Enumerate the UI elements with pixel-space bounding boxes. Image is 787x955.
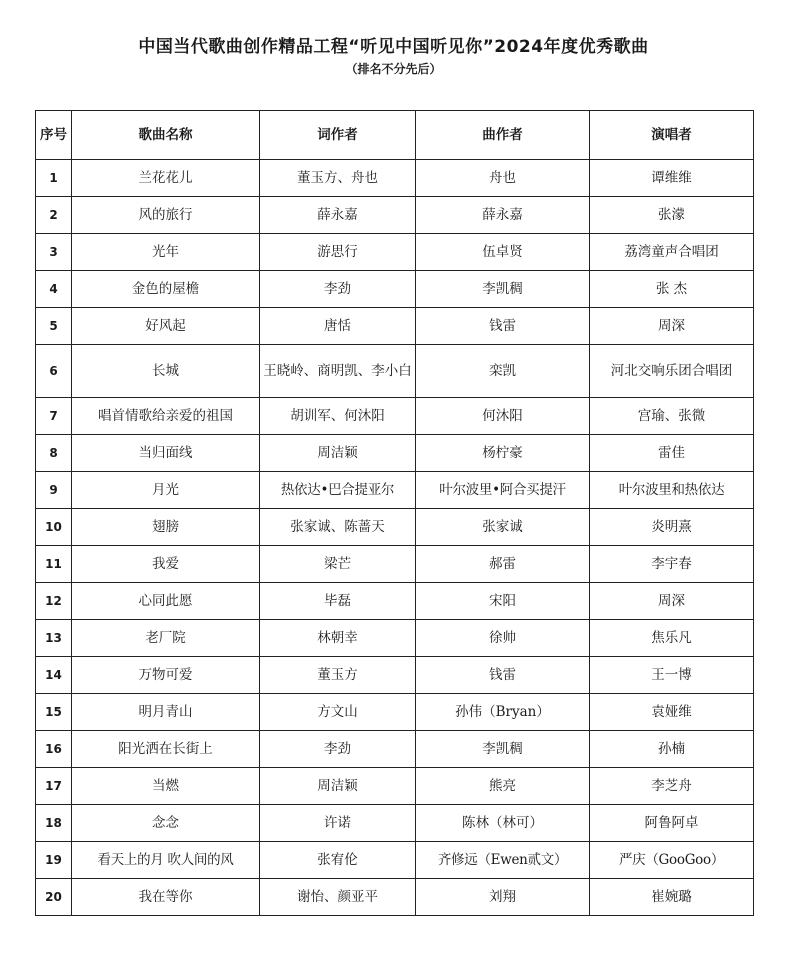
cell-composer: 郝雷 bbox=[416, 546, 590, 583]
cell-lyricist: 许诺 bbox=[260, 805, 416, 842]
cell-number: 1 bbox=[36, 160, 72, 197]
cell-composer: 张家诚 bbox=[416, 509, 590, 546]
cell-number: 4 bbox=[36, 271, 72, 308]
table-row bbox=[36, 805, 754, 842]
cell-singer: 雷佳 bbox=[590, 435, 754, 472]
cell-composer: 钱雷 bbox=[416, 657, 590, 694]
cell-lyricist: 唐恬 bbox=[260, 308, 416, 345]
cell-lyricist: 周洁颖 bbox=[260, 435, 416, 472]
table-row bbox=[36, 731, 754, 768]
cell-song: 老厂院 bbox=[72, 620, 260, 657]
cell-singer: 周深 bbox=[590, 583, 754, 620]
cell-number: 7 bbox=[36, 398, 72, 435]
cell-composer: 叶尔波里•阿合买提汗 bbox=[416, 472, 590, 509]
cell-composer: 陈林（林可） bbox=[416, 805, 590, 842]
cell-singer: 王一博 bbox=[590, 657, 754, 694]
cell-lyricist: 胡训军、何沐阳 bbox=[260, 398, 416, 435]
table-row bbox=[36, 879, 754, 916]
cell-lyricist: 热依达•巴合提亚尔 bbox=[260, 472, 416, 509]
cell-singer: 崔婉璐 bbox=[590, 879, 754, 916]
cell-singer: 周深 bbox=[590, 308, 754, 345]
cell-lyricist: 游思行 bbox=[260, 234, 416, 271]
songs-table bbox=[35, 110, 754, 916]
cell-song: 月光 bbox=[72, 472, 260, 509]
cell-composer: 舟也 bbox=[416, 160, 590, 197]
cell-singer: 焦乐凡 bbox=[590, 620, 754, 657]
cell-singer: 荔湾童声合唱团 bbox=[590, 234, 754, 271]
table-row bbox=[36, 509, 754, 546]
column-header-lyricist: 词作者 bbox=[260, 111, 416, 160]
cell-composer: 杨柠豪 bbox=[416, 435, 590, 472]
table-row bbox=[36, 234, 754, 271]
cell-lyricist: 方文山 bbox=[260, 694, 416, 731]
table-row bbox=[36, 657, 754, 694]
page-subtitle: （排名不分先后） bbox=[345, 62, 442, 76]
cell-lyricist: 梁芒 bbox=[260, 546, 416, 583]
table-row bbox=[36, 694, 754, 731]
cell-song: 唱首情歌给亲爱的祖国 bbox=[72, 398, 260, 435]
cell-song: 金色的屋檐 bbox=[72, 271, 260, 308]
cell-lyricist: 毕磊 bbox=[260, 583, 416, 620]
cell-number: 20 bbox=[36, 879, 72, 916]
cell-song: 长城 bbox=[72, 345, 260, 398]
cell-singer: 河北交响乐团合唱团 bbox=[590, 345, 754, 398]
table-row bbox=[36, 160, 754, 197]
cell-number: 12 bbox=[36, 583, 72, 620]
cell-song: 当燃 bbox=[72, 768, 260, 805]
cell-lyricist: 董玉方 bbox=[260, 657, 416, 694]
cell-composer: 钱雷 bbox=[416, 308, 590, 345]
cell-composer: 孙伟（Bryan） bbox=[416, 694, 590, 731]
column-header-song: 歌曲名称 bbox=[72, 111, 260, 160]
cell-singer: 阿鲁阿卓 bbox=[590, 805, 754, 842]
cell-number: 15 bbox=[36, 694, 72, 731]
table-row bbox=[36, 435, 754, 472]
cell-singer: 孙楠 bbox=[590, 731, 754, 768]
cell-lyricist: 薛永嘉 bbox=[260, 197, 416, 234]
table-header-row bbox=[36, 111, 754, 160]
cell-number: 6 bbox=[36, 345, 72, 398]
table-row bbox=[36, 472, 754, 509]
cell-number: 16 bbox=[36, 731, 72, 768]
column-header-singer: 演唱者 bbox=[590, 111, 754, 160]
cell-lyricist: 王晓岭、商明凯、李小白 bbox=[260, 345, 416, 398]
table-row bbox=[36, 398, 754, 435]
cell-singer: 宫瑜、张微 bbox=[590, 398, 754, 435]
cell-singer: 李芝舟 bbox=[590, 768, 754, 805]
cell-singer: 谭维维 bbox=[590, 160, 754, 197]
cell-composer: 薛永嘉 bbox=[416, 197, 590, 234]
cell-song: 心同此愿 bbox=[72, 583, 260, 620]
cell-composer: 熊亮 bbox=[416, 768, 590, 805]
cell-lyricist: 李劲 bbox=[260, 731, 416, 768]
cell-song: 兰花花儿 bbox=[72, 160, 260, 197]
table-row bbox=[36, 197, 754, 234]
cell-number: 5 bbox=[36, 308, 72, 345]
cell-composer: 刘翔 bbox=[416, 879, 590, 916]
cell-lyricist: 张家诚、陈蔷天 bbox=[260, 509, 416, 546]
table-row bbox=[36, 546, 754, 583]
cell-number: 9 bbox=[36, 472, 72, 509]
cell-number: 3 bbox=[36, 234, 72, 271]
cell-composer: 李凯稠 bbox=[416, 271, 590, 308]
cell-singer: 李宇春 bbox=[590, 546, 754, 583]
table-row bbox=[36, 620, 754, 657]
cell-song: 风的旅行 bbox=[72, 197, 260, 234]
cell-song: 看天上的月 吹人间的风 bbox=[72, 842, 260, 879]
table-row bbox=[36, 308, 754, 345]
cell-number: 18 bbox=[36, 805, 72, 842]
cell-number: 11 bbox=[36, 546, 72, 583]
cell-composer: 李凯稠 bbox=[416, 731, 590, 768]
cell-lyricist: 李劲 bbox=[260, 271, 416, 308]
cell-singer: 袁娅维 bbox=[590, 694, 754, 731]
cell-song: 翅膀 bbox=[72, 509, 260, 546]
cell-composer: 徐帅 bbox=[416, 620, 590, 657]
table-row bbox=[36, 271, 754, 308]
column-header-number: 序号 bbox=[36, 111, 72, 160]
cell-singer: 张濛 bbox=[590, 197, 754, 234]
cell-composer: 栾凯 bbox=[416, 345, 590, 398]
cell-song: 万物可爱 bbox=[72, 657, 260, 694]
page-title: 中国当代歌曲创作精品工程“听见中国听见你”2024年度优秀歌曲 bbox=[138, 37, 649, 57]
cell-song: 当归面线 bbox=[72, 435, 260, 472]
table-row bbox=[36, 583, 754, 620]
cell-singer: 张 杰 bbox=[590, 271, 754, 308]
table-row bbox=[36, 842, 754, 879]
cell-number: 10 bbox=[36, 509, 72, 546]
cell-song: 光年 bbox=[72, 234, 260, 271]
cell-number: 17 bbox=[36, 768, 72, 805]
cell-number: 14 bbox=[36, 657, 72, 694]
cell-lyricist: 张宥伦 bbox=[260, 842, 416, 879]
cell-song: 阳光洒在长街上 bbox=[72, 731, 260, 768]
cell-number: 8 bbox=[36, 435, 72, 472]
cell-number: 2 bbox=[36, 197, 72, 234]
cell-lyricist: 董玉方、舟也 bbox=[260, 160, 416, 197]
cell-number: 13 bbox=[36, 620, 72, 657]
column-header-composer: 曲作者 bbox=[416, 111, 590, 160]
cell-song: 我爱 bbox=[72, 546, 260, 583]
cell-lyricist: 林朝幸 bbox=[260, 620, 416, 657]
table-row bbox=[36, 345, 754, 398]
cell-singer: 炎明熹 bbox=[590, 509, 754, 546]
table-row bbox=[36, 768, 754, 805]
cell-lyricist: 周洁颖 bbox=[260, 768, 416, 805]
cell-song: 我在等你 bbox=[72, 879, 260, 916]
cell-composer: 伍卓贤 bbox=[416, 234, 590, 271]
cell-lyricist: 谢怡、颜亚平 bbox=[260, 879, 416, 916]
cell-singer: 叶尔波里和热依达 bbox=[590, 472, 754, 509]
cell-song: 明月青山 bbox=[72, 694, 260, 731]
cell-composer: 宋阳 bbox=[416, 583, 590, 620]
cell-composer: 齐修远（Ewen贰文） bbox=[416, 842, 590, 879]
cell-song: 好风起 bbox=[72, 308, 260, 345]
cell-number: 19 bbox=[36, 842, 72, 879]
cell-singer: 严庆（GooGoo） bbox=[590, 842, 754, 879]
cell-song: 念念 bbox=[72, 805, 260, 842]
cell-composer: 何沐阳 bbox=[416, 398, 590, 435]
